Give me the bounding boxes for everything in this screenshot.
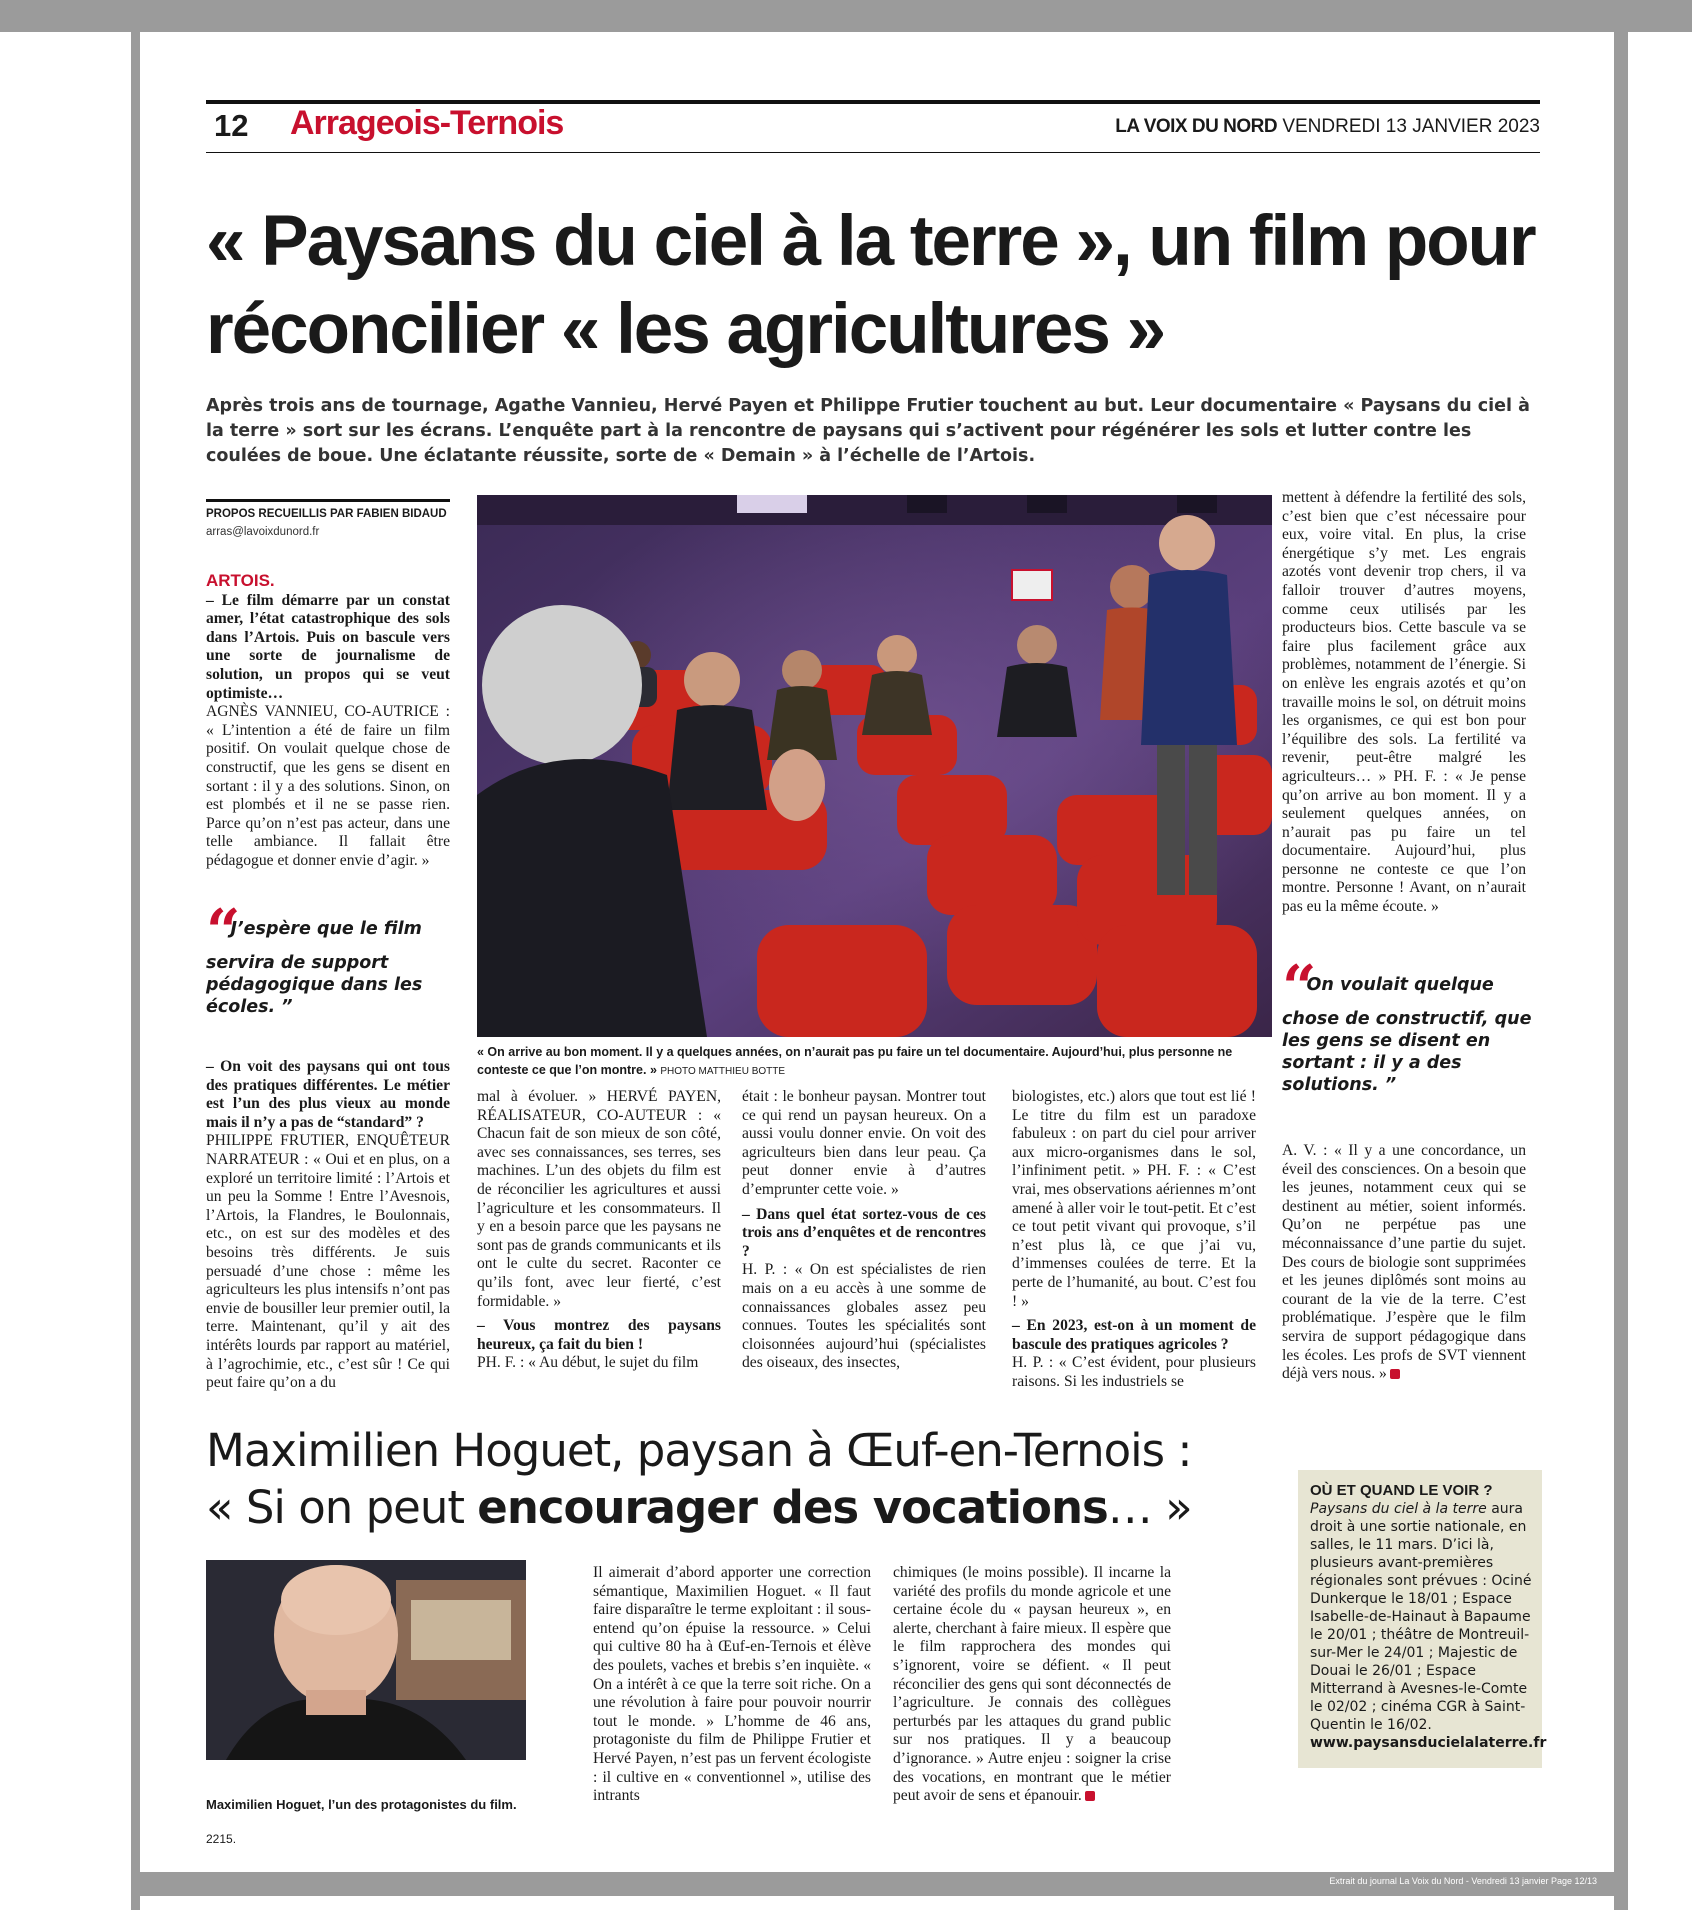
paper-name: LA VOIX DU NORD [1115, 116, 1278, 137]
column-4-text: biologistes, etc.) alors que tout est lié ! Le titre du film est un paradoxe fabuleux : on part du ciel pour arriver aux micro-organismes dans le sol, l’infiniment petit. » PH. F. : « C’est vrai, mes observations aériennes m’ont amené à aller voir le tout-petit. Et c’est ce tout petit vivant qui provoque, s’il n’est plus là, ce que j’ai vu, d’immenses coulées de terre. Et la perte de l’humanité, au bout. C’est fou ! » [1012, 1088, 1256, 1310]
headline-bold-part: encourager des vocations [477, 1481, 1108, 1534]
viewer-frame-left [131, 0, 140, 1910]
farmer-photo-caption: Maximilien Hoguet, l’un des protagonistes du film. [206, 1797, 517, 1812]
cinema-photo [477, 495, 1272, 1037]
pull-quote-2-text: On voulait quelque chose de constructif, que les gens se disent en sortant : il y a des solutions. [1282, 975, 1532, 1095]
quote-mark-icon: “ [206, 897, 227, 967]
pull-quote-2 [1282, 953, 1532, 1096]
sidebar-column-2-text: chimiques (le moins possible). Il incarne la variété des profils du monde agricole et une certaine école du « paysan heureux », en alerte, cherchant à faire mieux. Il espère que le film rapprochera des mondes qui s’ignorent, voire se défient. « Il peut réconcilier des gens qui sont déconnectés de l’agriculture. Je connais des collègues perturbés par les attaques du grand public sur nos pratiques. Il y a beaucoup d’ignorance. » Autre enjeu : soigner la crise des vocations, en montrant que le métier peut avoir de sens et épanouir. [893, 1564, 1171, 1805]
answer-4: H. P. : « On est spécialistes de rien mais on a eu accès à une somme de connaissances globales assez peu connues. Toutes les spécialités sont cloisonnées aujourd’hui (spécialistes des oiseaux, des insectes, [742, 1261, 986, 1372]
article-column-2 [477, 1088, 721, 1373]
farmer-photo [206, 1560, 526, 1760]
info-box-title: OÙ ET QUAND LE VOIR ? [1310, 1482, 1493, 1499]
answer-3: PH. F. : « Au début, le sujet du film [477, 1354, 699, 1372]
page-number: 12 [214, 108, 249, 143]
article-column-5 [1282, 489, 1526, 917]
column-2-text: mal à évoluer. » HERVÉ PAYEN, RÉALISATEUR, CO-AUTEUR : « Chacun fait de son mieux de son côté, avec ses connaissances, ses terres, ses machines. L’un des objets du film est de réconcilier les agricultures et aussi l’agriculture et les consommateurs. Il y en a besoin parce que les paysans ne sont pas de grands communicants et ils ont le culte du secret. Raconter ce qu’ils font, avec leur fierté, c’est formidable. » [477, 1088, 721, 1310]
answer-2: PHILIPPE FRUTIER, ENQUÊTEUR NARRATEUR : « Oui et en plus, on a exploré un territoire limité : l’Artois et un peu la Somme ! Entre l’Avesnois, l’Artois, la Flandres, le Boulonnais, etc., on est sur des modèles et des besoins très différents. Je suis persuadé d’une chose : même les agriculteurs les plus intensifs n’ont pas envie de bousiller leur premier outil, la terre. Maintenant, qu’il y ait des intérêts lourds par rapport au matériel, à l’agrochimie, etc., c’est sûr ! Ce qui peut faire qu’on a du [206, 1132, 450, 1392]
article-column-5-end [1282, 1142, 1526, 1384]
article-column-3 [742, 1088, 986, 1373]
sidebar-column-2 [893, 1564, 1171, 1806]
sidebar-headline-line2 [206, 1479, 1192, 1536]
viewer-frame-right [1614, 0, 1628, 1910]
closing-quote-icon: ” [275, 997, 293, 1017]
sidebar-headline [206, 1422, 1192, 1536]
article-column-4 [1012, 1088, 1256, 1392]
question-2: – On voit des paysans qui ont tous des pratiques différentes. Le métier est l’un des plus vieux au monde mais il n’y a pas de “standard” ? [206, 1058, 450, 1131]
page-code: 2215. [206, 1832, 237, 1846]
byline-rule [206, 499, 450, 502]
article-headline: « Paysans du ciel à la terre », un film pour réconcilier « les agricultures » [206, 202, 1535, 369]
end-mark-icon [1390, 1369, 1400, 1379]
footer-note: Extrait du journal La Voix du Nord - Vendredi 13 janvier Page 12/13 [1329, 1876, 1597, 1886]
column-5-text: mettent à défendre la fertilité des sols, c’est bien que c’est nécessaire pour eux, voire vital. En plus, la crise énergétique s’y met. Les engrais azotés vont devenir trop chers, il va falloir trouver d’autres moyens, comme ceux utilisés par les producteurs bios. Cette bascule va se faire plus facilement grâce aux problèmes, notamment de l’énergie. Si on enlève les engrais azotés et qu’on travaille moins le sol, on détruit moins les organismes, ce qui est bon pour l’équilibre des sols. La fertilité va revenir, peut-être malgré les agriculteurs… » PH. F. : « Je pense qu’on arrive au bon moment. Il y a seulement quelques années, on n’aurait pas pu faire un tel documentaire. Aujourd’hui, plus personne ne conteste ce que l’on montre. Personne ! Avant, on n’aurait pas eu la même écoute. » [1282, 489, 1526, 916]
question-3: – Vous montrez des paysans heureux, ça fait du bien ! [477, 1317, 721, 1353]
section-title: Arrageois-Ternois [290, 104, 564, 142]
answer-1: AGNÈS VANNIEU, CO-AUTRICE : « L’intention a été de faire un film positif. On voulait quelque chose de constructif, que les gens se disent en sortant : il y a des solutions. Sinon, on est plombés et il ne se passe rien. Parce qu’on n’est pas acteur, dans une telle ambiance. Il fallait être pédagogue et donner envie d’agir. » [206, 703, 450, 869]
question-1: – Le film démarre par un constat amer, l’état catastrophique des sols dans l’Artois. Puis on bascule vers une sorte de journalisme de solution, un propos qui se veut optimiste… [206, 591, 450, 702]
info-box-url[interactable]: www.paysansducielalaterre.fr [1310, 1735, 1547, 1751]
sidebar-column-1 [593, 1564, 871, 1806]
article-column-1-bottom [206, 1058, 450, 1393]
info-box-film-title: Paysans du ciel à la terre [1310, 1501, 1487, 1517]
question-4: – Dans quel état sortez-vous de ces trois ans d’enquêtes et de rencontres ? [742, 1205, 986, 1260]
pull-quote-1 [206, 897, 450, 1018]
closing-quote-icon: ” [1378, 1075, 1397, 1095]
screening-info-box [1298, 1470, 1547, 1768]
headline-end-part: … » [1107, 1481, 1192, 1534]
column-3-text: était : le bonheur paysan. Montrer tout ce qui rend un paysan heureux. On a aussi voulu donner envie. On voit des agriculteurs bien dans leur peau. Ça peut donner envie à d’autres d’emprunter cette voie. » [742, 1088, 986, 1198]
viewer-frame-top [0, 0, 1692, 32]
question-5: – En 2023, est-on à un moment de bascule des pratiques agricoles ? [1012, 1317, 1256, 1353]
byline: PROPOS RECUEILLIS PAR FABIEN BIDAUD [206, 508, 447, 520]
column-5-end-text: A. V. : « Il y a une concordance, un éveil des consciences. On a besoin que les jeunes, notamment ceux qui se destinent au métier, soient informés. Qu’on ne perpétue pas une méconnaissance d’une partie du sujet. Des cours de biologie sont supprimées et les jeunes diplômés sont moins au courant de la vie de la terre. C’est problématique. J’espère que le film servira de support pédagogique dans les écoles. Les profs de SVT viennent déjà vers nous. » [1282, 1142, 1526, 1383]
answer-5: H. P. : « C’est évident, pour plusieurs raisons. Si les industriels se [1012, 1354, 1256, 1390]
info-box-text: aura droit à une sortie nationale, en salles, le 11 mars. D’ici là, plusieurs avant-premières régionales sont prévues : Ociné Dunkerque le 18/01 ; Espace Isabelle-de-Hainaut à Bapaume le 20/01 ; théâtre de Montreuil-sur-Mer le 24/01 ; Majestic de Douai le 26/01 ; Espace Mitterrand à Avesnes-le-Comte le 02/02 ; cinéma CGR à Saint-Quentin le 16/02. [1310, 1501, 1532, 1733]
sidebar-headline-line1: Maximilien Hoguet, paysan à Œuf-en-Ternois : [206, 1424, 1192, 1477]
sidebar-column-1-text: Il aimerait d’abord apporter une correction sémantique, Maximilien Hoguet. « Il faut faire disparaître le terme exploitant : il sous-entend qu’on épuise la ressource. » Celui qui cultive 80 ha à Œuf-en-Ternois et élève des poulets, vaches et brebis s’en inquiète. « On a intérêt à ce que la terre soit riche. On a une révolution à faire pour pouvoir nourrir tout le monde. » L’homme de 46 ans, protagoniste du film de Philippe Frutier et Hervé Payen, n’est pas un fervent écologiste : il cultive en « conventionnel », utilise des intrants [593, 1564, 871, 1805]
issue-date: VENDREDI 13 JANVIER 2023 [1282, 116, 1540, 137]
photo-credit: PHOTO MATTHIEU BOTTE [660, 1066, 786, 1077]
headline-plain-part: « Si on peut [206, 1481, 478, 1534]
article-column-1 [206, 572, 450, 871]
photo-caption [477, 1043, 1277, 1081]
masthead [1115, 116, 1540, 138]
quote-mark-icon: “ [1282, 953, 1303, 1023]
photo-caption-text: « On arrive au bon moment. Il y a quelques années, on n’aurait pas pu faire un tel documentaire. Aujourd’hui, plus personne ne conteste ce que l’on montre. » [477, 1045, 1233, 1077]
pull-quote-1-text: J’espère que le film servira de support pédagogique dans les écoles. [206, 919, 423, 1017]
author-email: arras@lavoixdunord.fr [206, 526, 320, 538]
end-mark-icon [1085, 1791, 1095, 1801]
header-bottom-rule [206, 152, 1540, 153]
dateline: ARTOIS. [206, 571, 275, 590]
article-standfirst: Après trois ans de tournage, Agathe Vannieu, Hervé Payen et Philippe Frutier touchent au but. Leur documentaire « Paysans du ciel à la terre » sort sur les écrans. L’enquête part à la rencontre de paysans qui s’activent pour régénérer les sols et lutter contre les coulées de boue. Une éclatante réussite, sorte de « Demain » à l’échelle de l’Artois. [206, 396, 1530, 466]
